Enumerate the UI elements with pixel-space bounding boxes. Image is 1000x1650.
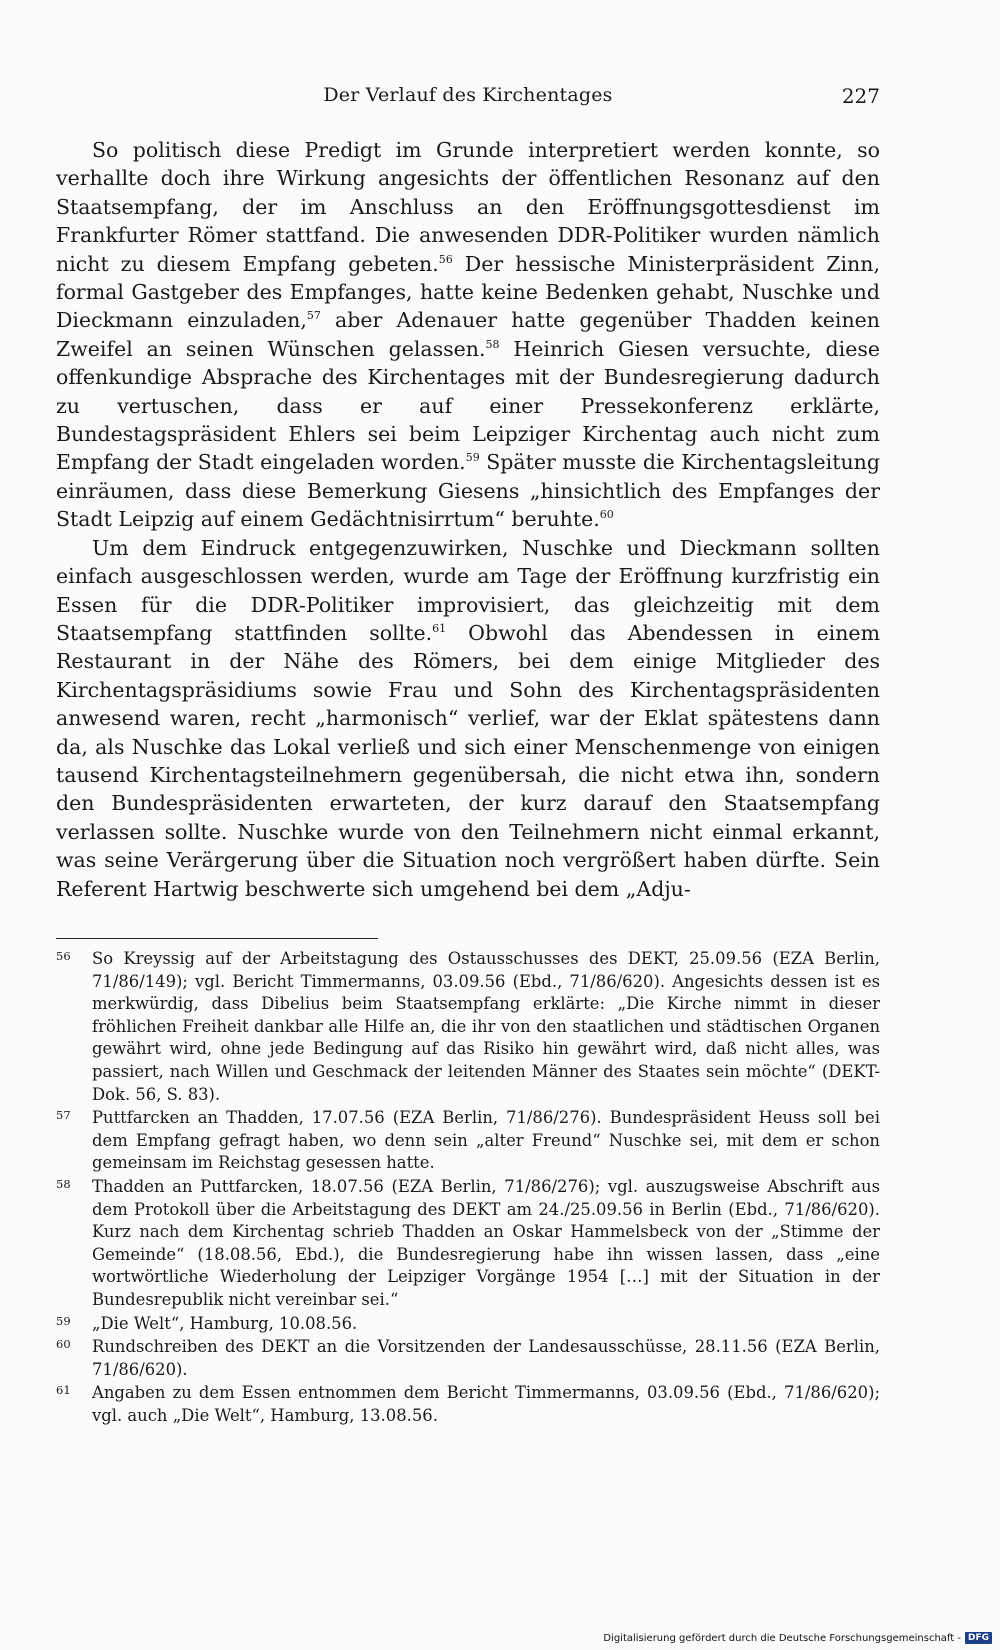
paragraph-text: Um dem Eindruck entgegenzuwirken, Nuschke und Dieckmann sollten einfach ausgeschlossen werden, wurde am Tage der Eröffnung kurzfristig ein Essen für die DDR-Politiker improvisiert, das gleichzeitig mit dem Staatsempfang stattfinden sollte. — [56, 535, 880, 645]
footnote-number: 57 — [56, 1108, 71, 1123]
footnote-ref: 56 — [438, 252, 453, 266]
paragraph-text: Später musste die Kirchentagsleitung einräumen, dass diese Bemerkung Giesens „hinsichtlich des Empfanges der Stadt Leipzig auf einem Gedächtnisirrtum“ beruhte. — [56, 450, 880, 532]
page-number: 227 — [841, 84, 880, 108]
running-title: Der Verlauf des Kirchentages — [323, 84, 613, 106]
footnote-text: Rundschreiben des DEKT an die Vorsitzenden der Landesausschüsse, 28.11.56 (EZA Berlin, 71/86/620). — [92, 1337, 880, 1379]
body-text — [56, 136, 880, 903]
footnote-number: 58 — [56, 1176, 71, 1191]
paragraph-text: So politisch diese Predigt im Grunde interpretiert werden konnte, so verhallte doch ihre Wirkung angesichts der öffentlichen Resonanz auf den Staatsempfang, der im Anschluss an den Eröffnungsgottesdienst im Frankfurter Römer stattfand. Die anwesenden DDR-Politiker wurden nämlich nicht zu diesem Empfang gebeten. — [56, 138, 880, 276]
footnote-59 — [56, 1313, 880, 1336]
footnote-number: 59 — [56, 1313, 71, 1328]
footnote-divider — [56, 938, 378, 939]
footnote-text: So Kreyssig auf der Arbeitstagung des Ostausschusses des DEKT, 25.09.56 (EZA Berlin, 71/86/149); vgl. Bericht Timmermanns, 03.09.56 (Ebd., 71/86/620). Angesichts dessen ist es merkwürdig, dass Dibelius beim Staatsempfang erklärte: „Die Kirche nimmt in dieser fröhlichen Freiheit dankbar alle Hilfe an, die ihr von den staatlichen und städtischen Organen gewährt wird, ohne jede Bedingung auf das Risiko hin gewährt wird, daß nicht alles, was passiert, nach Willen und Geschmack der leitenden Männer des Staates sein möchte“ (DEKT-Dok. 56, S. 83). — [92, 949, 880, 1104]
paragraph-2 — [56, 534, 880, 903]
paragraph-text: Der hessische Ministerpräsident Zinn, formal Gastgeber des Empfanges, hatte keine Bedenken gehabt, Nuschke und Dieckmann einzuladen, — [56, 251, 880, 333]
footnote-56 — [56, 948, 880, 1106]
funding-notice — [603, 1632, 992, 1644]
dfg-logo-icon: DFG — [965, 1632, 992, 1644]
paragraph-1 — [56, 136, 880, 534]
paragraph-text: Obwohl das Abendessen in einem Restaurant in der Nähe des Römers, bei dem einige Mitglieder des Kirchentagspräsidiums sowie Frau und Sohn des Kirchentagspräsidenten anwesend waren, recht „harmonisch“ verlief, war der Eklat spätestens dann da, als Nuschke das Lokal verließ und sich einer Menschenmenge von einigen tausend Kirchentagsteilnehmern gegenübersah, die nicht etwa ihn, sondern den Bundespräsidenten erwarteten, der kurz darauf den Staatsempfang verlassen sollte. Nuschke wurde von den Teilnehmern nicht einmal erkannt, was seine Verärgerung über die Situation noch vergrößert haben dürfte. Sein Referent Hartwig beschwerte sich umgehend bei dem „Adju- — [56, 620, 881, 901]
footnote-57 — [56, 1107, 880, 1175]
footnotes — [56, 948, 880, 1428]
footnote-number: 61 — [56, 1383, 71, 1398]
footnote-61 — [56, 1382, 880, 1427]
footnote-60 — [56, 1336, 880, 1381]
footnote-58 — [56, 1176, 880, 1312]
footnote-text: Angaben zu dem Essen entnommen dem Bericht Timmermanns, 03.09.56 (Ebd., 71/86/620); vgl. auch „Die Welt“, Hamburg, 13.08.56. — [92, 1383, 880, 1425]
running-head — [56, 84, 880, 114]
footnote-number: 60 — [56, 1337, 71, 1352]
footnote-ref: 59 — [465, 451, 480, 465]
footnote-ref: 60 — [599, 508, 614, 522]
footnote-text: „Die Welt“, Hamburg, 10.08.56. — [92, 1313, 358, 1333]
paragraph-text: Heinrich Giesen versuchte, diese offenkundige Absprache des Kirchentages mit der Bundesregierung dadurch zu vertuschen, dass er auf einer Pressekonferenz erklärte, Bundestagspräsident Ehlers sei beim Leipziger Kirchentag auch nicht zum Empfang der Stadt eingeladen worden. — [56, 336, 880, 475]
footnote-text: Puttfarcken an Thadden, 17.07.56 (EZA Berlin, 71/86/276). Bundespräsident Heuss soll bei dem Empfang gefragt haben, wo denn sein „alter Freund“ Nuschke sei, mit dem er schon gemeinsam im Reichstag gesessen hatte. — [92, 1108, 880, 1173]
footnote-ref: 58 — [485, 338, 500, 352]
footnote-ref: 61 — [432, 622, 447, 636]
footnote-text: Thadden an Puttfarcken, 18.07.56 (EZA Berlin, 71/86/276); vgl. auszugsweise Abschrift aus dem Protokoll über die Arbeitstagung des DEKT am 24./25.09.56 in Berlin (Ebd., 71/86/620). Kurz nach dem Kirchentag schrieb Thadden an Oskar Hammelsbeck von der „Stimme der Gemeinde“ (18.08.56, Ebd.), die Bundesregierung habe ihn wissen lassen, dass „eine wortwörtliche Wiederholung der Leipziger Vorgänge 1954 […] mit der Situation in der Bundesrepublik nicht vereinbar sei.“ — [92, 1176, 880, 1309]
paragraph-text: aber Adenauer hatte gegenüber Thadden keinen Zweifel an seinen Wünschen gelassen. — [56, 308, 880, 361]
footnote-ref: 57 — [306, 309, 321, 323]
footnote-number: 56 — [56, 949, 71, 963]
funding-text: Digitalisierung gefördert durch die Deutsche Forschungsgemeinschaft - — [603, 1632, 961, 1644]
